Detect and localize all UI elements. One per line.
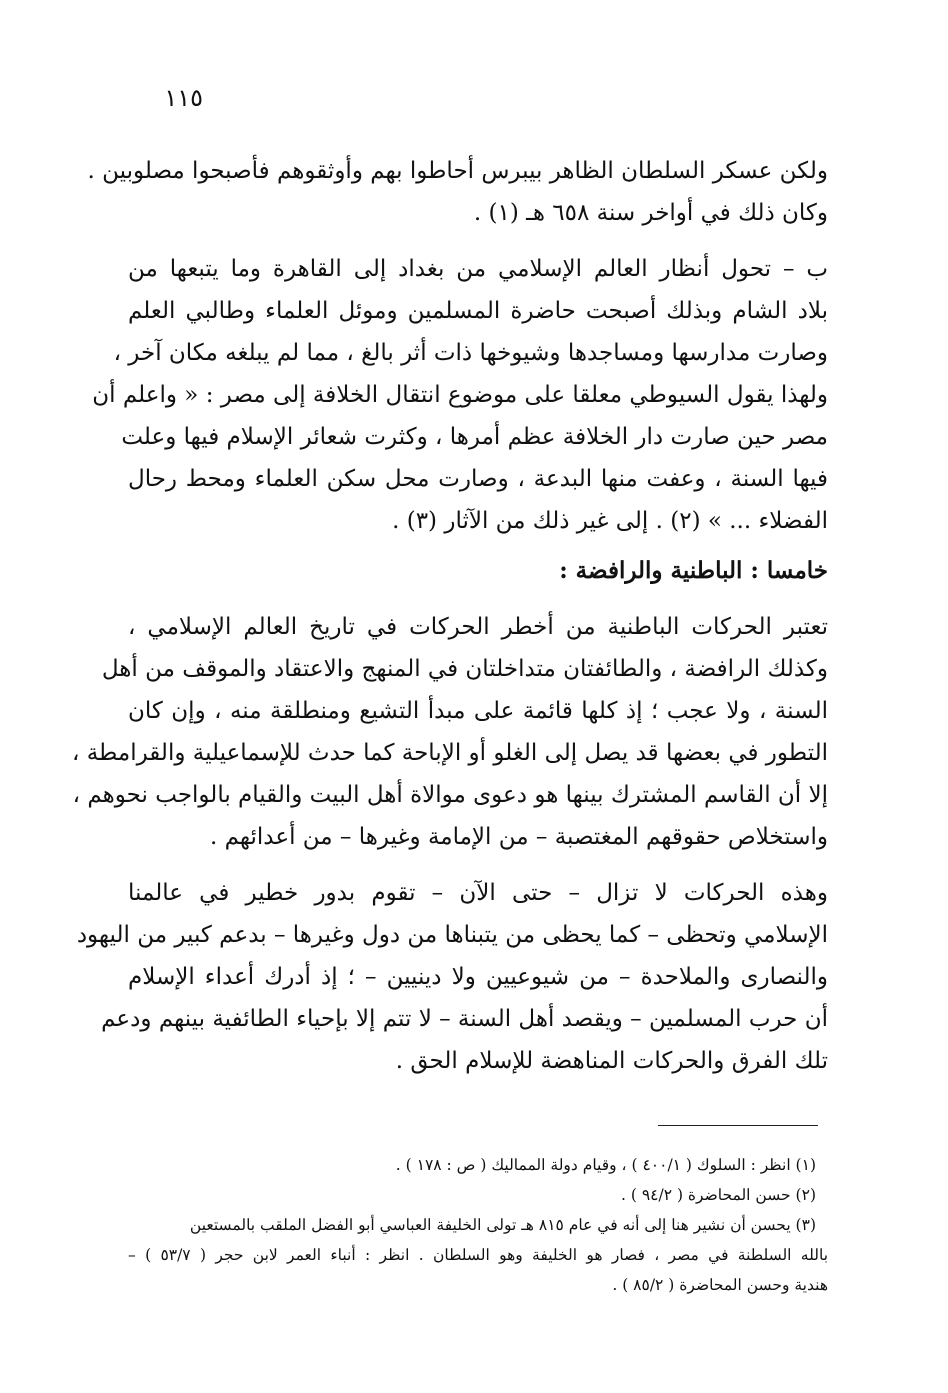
- text-line: والنصارى والملاحدة – من شيوعيين ولا دينيين – ؛ إذ أدرك أعداء الإسلام: [128, 964, 828, 990]
- footnote-2: (٢) حسن المحاضرة ( ٩٤/٢ ) .: [621, 1186, 816, 1204]
- text-line: واستخلاص حقوقهم المغتصبة – من الإمامة وغيرها – من أعدائهم .: [209, 824, 828, 850]
- text-line: ولهذا يقول السيوطي معلقا على موضوع انتقال الخلافة إلى مصر : « واعلم أن: [92, 382, 828, 408]
- text-line: التطور في بعضها قد يصل إلى الغلو أو الإباحة كما حدث للإسماعيلية والقرامطة ،: [71, 740, 828, 766]
- footnote-3-continuation: بالله السلطنة في مصر ، فصار هو الخليفة وهو السلطان . انظر : أنباء العمر لابن حجر ( ٥٣/٧ ) –: [128, 1246, 829, 1264]
- page-number: ١١٥: [164, 84, 203, 112]
- footnote-3: (٣) يحسن أن نشير هنا إلى أنه في عام ٨١٥ هـ تولى الخليفة العباسي أبو الفضل الملقب بالمستعين: [189, 1216, 816, 1234]
- section-heading: خامسا : الباطنية والرافضة :: [559, 557, 828, 584]
- text-line: ولكن عسكر السلطان الظاهر بيبرس أحاطوا بهم وأوثقوهم فأصبحوا مصلوبين .: [87, 158, 828, 184]
- text-line: السنة ، ولا عجب ؛ إذ كلها قائمة على مبدأ التشيع ومنطلقة منه ، وإن كان: [128, 698, 828, 724]
- footnote-divider: [658, 1125, 818, 1126]
- paragraph: [76, 872, 828, 1082]
- paragraph: [92, 248, 828, 542]
- text-line: تلك الفرق والحركات المناهضة للإسلام الحق .: [395, 1048, 828, 1074]
- text-line: أن حرب المسلمين – ويقصد أهل السنة – لا تتم إلا بإحياء الطائفية بينهم ودعم: [101, 1006, 828, 1032]
- text-line: وكان ذلك في أواخر سنة ٦٥٨ هـ (١) .: [473, 200, 828, 226]
- text-line: الفضلاء ... » (٢) . إلى غير ذلك من الآثار (٣) .: [392, 508, 828, 534]
- footnote-3-continuation: هندية وحسن المحاضرة ( ٨٥/٢ ) .: [612, 1276, 828, 1294]
- text-line: مصر حين صارت دار الخلافة عظم أمرها ، وكثرت شعائر الإسلام فيها وعلت: [121, 424, 828, 450]
- text-line: الإسلامي وتحظى – كما يحظى من يتبناها من دول وغيرها – بدعم كبير من اليهود: [76, 922, 828, 948]
- text-line: وصارت مدارسها ومساجدها وشيوخها ذات أثر بالغ ، مما لم يبلغه مكان آخر ،: [113, 340, 828, 366]
- text-line: ب – تحول أنظار العالم الإسلامي من بغداد إلى القاهرة وما يتبعها من: [128, 256, 828, 282]
- text-line: فيها السنة ، وعفت منها البدعة ، وصارت محل سكن العلماء ومحط رحال: [128, 466, 828, 492]
- text-line: وهذه الحركات لا تزال – حتى الآن – تقوم بدور خطير في عالمنا: [128, 880, 828, 906]
- main-text: [71, 150, 828, 1082]
- footnote-1: (١) انظر : السلوك ( ٤٠٠/١ ) ، وقيام دولة المماليك ( ص : ١٧٨ ) .: [395, 1156, 816, 1174]
- text-line: بلاد الشام وبذلك أصبحت حاضرة المسلمين وموئل العلماء وطالبي العلم: [128, 298, 828, 324]
- text-line: إلا أن القاسم المشترك بينها هو دعوى موالاة أهل البيت والقيام بالواجب نحوهم ،: [72, 782, 828, 808]
- text-line: وكذلك الرافضة ، والطائفتان متداخلتان في المنهج والاعتقاد والموقف من أهل: [101, 656, 828, 682]
- paragraph: [71, 606, 828, 858]
- paragraph: [87, 150, 828, 234]
- text-line: تعتبر الحركات الباطنية من أخطر الحركات في تاريخ العالم الإسلامي ،: [128, 614, 828, 640]
- footnotes: [128, 1150, 828, 1300]
